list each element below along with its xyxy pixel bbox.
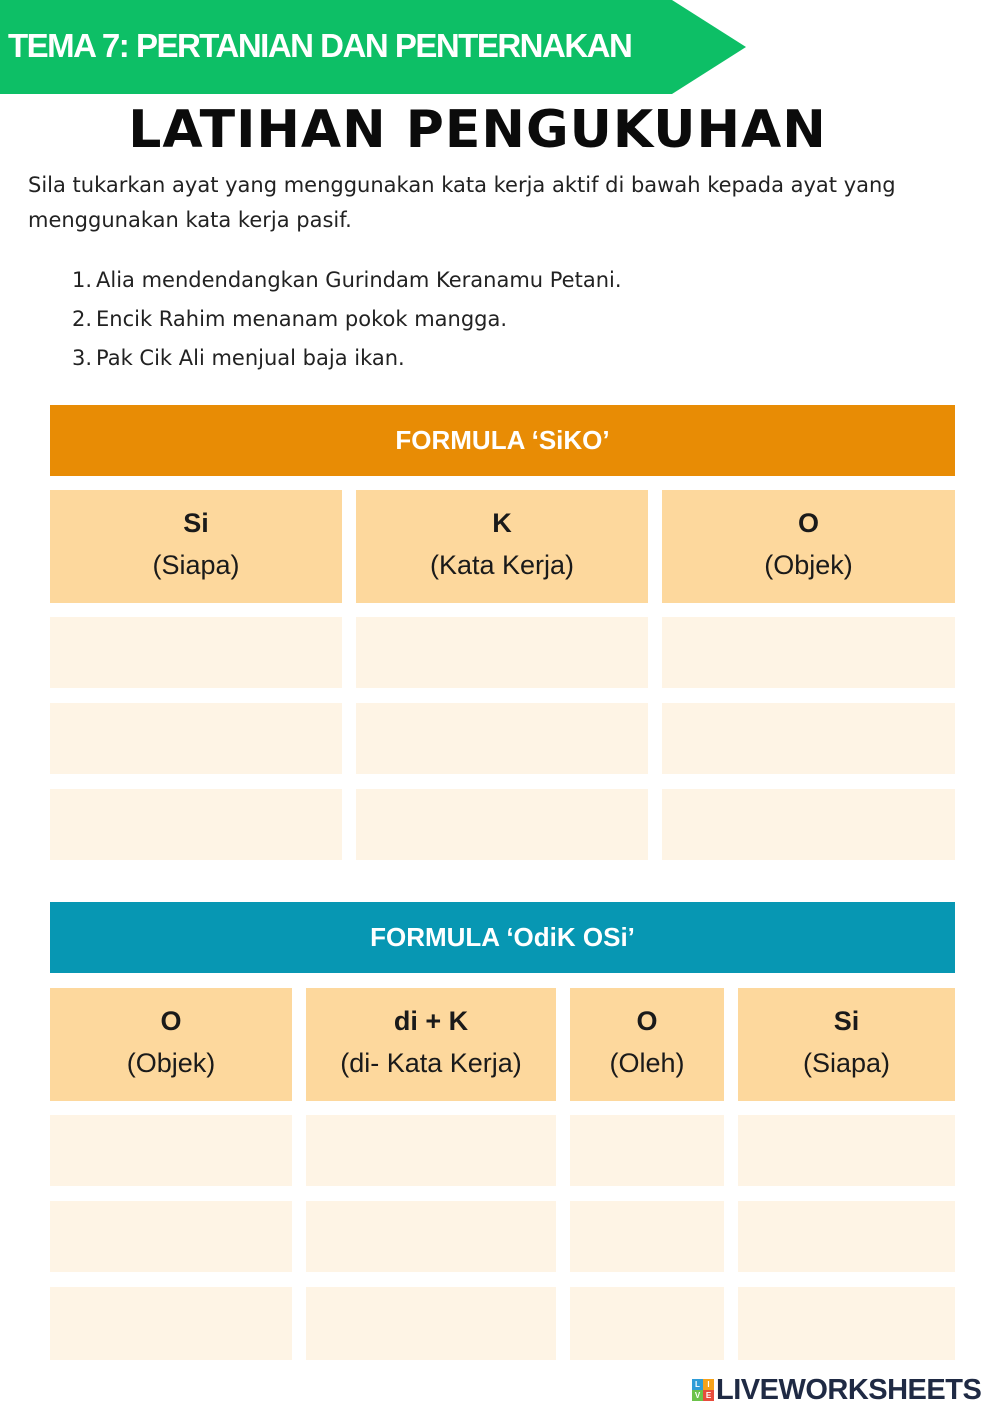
siko-answer-cell xyxy=(50,789,342,860)
siko-table-title: FORMULA ‘SiKO’ xyxy=(50,405,955,476)
siko-answer-input[interactable] xyxy=(662,789,955,860)
header-label: Si xyxy=(183,508,209,538)
siko-answer-cell xyxy=(356,789,648,860)
liveworksheets-logo-icon xyxy=(692,1379,714,1401)
odik-answer-input[interactable] xyxy=(50,1201,292,1272)
header-sublabel: (Objek) xyxy=(126,1048,216,1078)
siko-answer-input[interactable] xyxy=(356,789,648,860)
siko-answer-cell xyxy=(50,703,342,774)
header-label: Si xyxy=(833,1006,860,1036)
odik-table-title: FORMULA ‘OdiK OSi’ xyxy=(50,902,955,973)
odik-answer-cell xyxy=(50,1115,292,1186)
header-label: O xyxy=(160,1006,182,1036)
siko-answer-input[interactable] xyxy=(356,617,648,688)
odik-answer-cell xyxy=(738,1115,955,1186)
odik-answer-cell xyxy=(570,1287,724,1360)
siko-answer-cell xyxy=(356,617,648,688)
siko-answer-input[interactable] xyxy=(662,703,955,774)
odik-answer-cell xyxy=(50,1287,292,1360)
question-item xyxy=(72,342,622,381)
odik-answer-input[interactable] xyxy=(738,1115,955,1186)
odik-answer-input[interactable] xyxy=(570,1201,724,1272)
odik-answer-cell xyxy=(738,1287,955,1360)
odik-answer-cell xyxy=(738,1201,955,1272)
question-list xyxy=(72,264,622,381)
question-item xyxy=(72,264,622,303)
siko-answer-input[interactable] xyxy=(50,617,342,688)
logo-letter: V xyxy=(692,1390,703,1401)
odik-answer-input[interactable] xyxy=(570,1287,724,1360)
odik-answer-input[interactable] xyxy=(306,1201,556,1272)
question-number: 3. xyxy=(72,346,93,370)
odik-answer-cell xyxy=(570,1201,724,1272)
odik-answer-input[interactable] xyxy=(738,1287,955,1360)
question-number: 2. xyxy=(72,307,93,331)
header-sublabel: (Kata Kerja) xyxy=(429,550,575,580)
siko-answer-input[interactable] xyxy=(356,703,648,774)
siko-answer-cell xyxy=(662,703,955,774)
header-sublabel: (di- Kata Kerja) xyxy=(340,1048,522,1078)
topic-title: TEMA 7: PERTANIAN DAN PENTERNAKAN xyxy=(8,27,632,64)
logo-letter: E xyxy=(703,1390,714,1401)
question-text: Encik Rahim menanam pokok mangga. xyxy=(96,307,508,331)
question-text: Alia mendendangkan Gurindam Keranamu Petani. xyxy=(96,268,622,292)
question-number: 1. xyxy=(72,268,93,292)
siko-header-o xyxy=(662,490,955,603)
siko-answer-cell xyxy=(662,789,955,860)
odik-answer-input[interactable] xyxy=(50,1115,292,1186)
odik-header-di-k xyxy=(306,988,556,1101)
siko-answer-input[interactable] xyxy=(50,789,342,860)
odik-answer-cell xyxy=(306,1115,556,1186)
siko-header-si xyxy=(50,490,342,603)
siko-answer-input[interactable] xyxy=(50,703,342,774)
header-sublabel: (Oleh) xyxy=(609,1048,685,1078)
odik-answer-cell xyxy=(50,1201,292,1272)
header-sublabel: (Siapa) xyxy=(152,550,240,580)
header-sublabel: (Siapa) xyxy=(802,1048,891,1078)
odik-answer-input[interactable] xyxy=(570,1115,724,1186)
odik-answer-cell xyxy=(570,1115,724,1186)
odik-answer-input[interactable] xyxy=(50,1287,292,1360)
header-label: O xyxy=(797,508,819,538)
instruction-text: Sila tukarkan ayat yang menggunakan kata kerja aktif di bawah kepada ayat yang menggunakan kata kerja pasif. xyxy=(28,173,896,232)
logo-letter: L xyxy=(692,1379,703,1390)
liveworksheets-brand[interactable] xyxy=(692,1373,982,1406)
topic-banner xyxy=(0,0,746,94)
siko-header-k xyxy=(356,490,648,603)
odik-header-siapa xyxy=(738,988,955,1101)
logo-letter: I xyxy=(703,1379,714,1390)
page-title: LATIHAN PENGUKUHAN xyxy=(128,100,827,160)
odik-header-oleh xyxy=(570,988,724,1101)
siko-answer-cell xyxy=(50,617,342,688)
odik-answer-input[interactable] xyxy=(738,1201,955,1272)
odik-answer-input[interactable] xyxy=(306,1115,556,1186)
question-item xyxy=(72,303,622,342)
brand-name: LIVEWORKSHEETS xyxy=(716,1373,982,1406)
siko-answer-cell xyxy=(662,617,955,688)
header-label: O xyxy=(636,1006,658,1036)
odik-answer-input[interactable] xyxy=(306,1287,556,1360)
odik-header-objek xyxy=(50,988,292,1101)
header-sublabel: (Objek) xyxy=(764,550,853,580)
siko-answer-input[interactable] xyxy=(662,617,955,688)
header-label: di + K xyxy=(393,1006,469,1036)
odik-answer-cell xyxy=(306,1201,556,1272)
question-text: Pak Cik Ali menjual baja ikan. xyxy=(96,346,405,370)
siko-answer-cell xyxy=(356,703,648,774)
odik-answer-cell xyxy=(306,1287,556,1360)
header-label: K xyxy=(492,508,512,538)
